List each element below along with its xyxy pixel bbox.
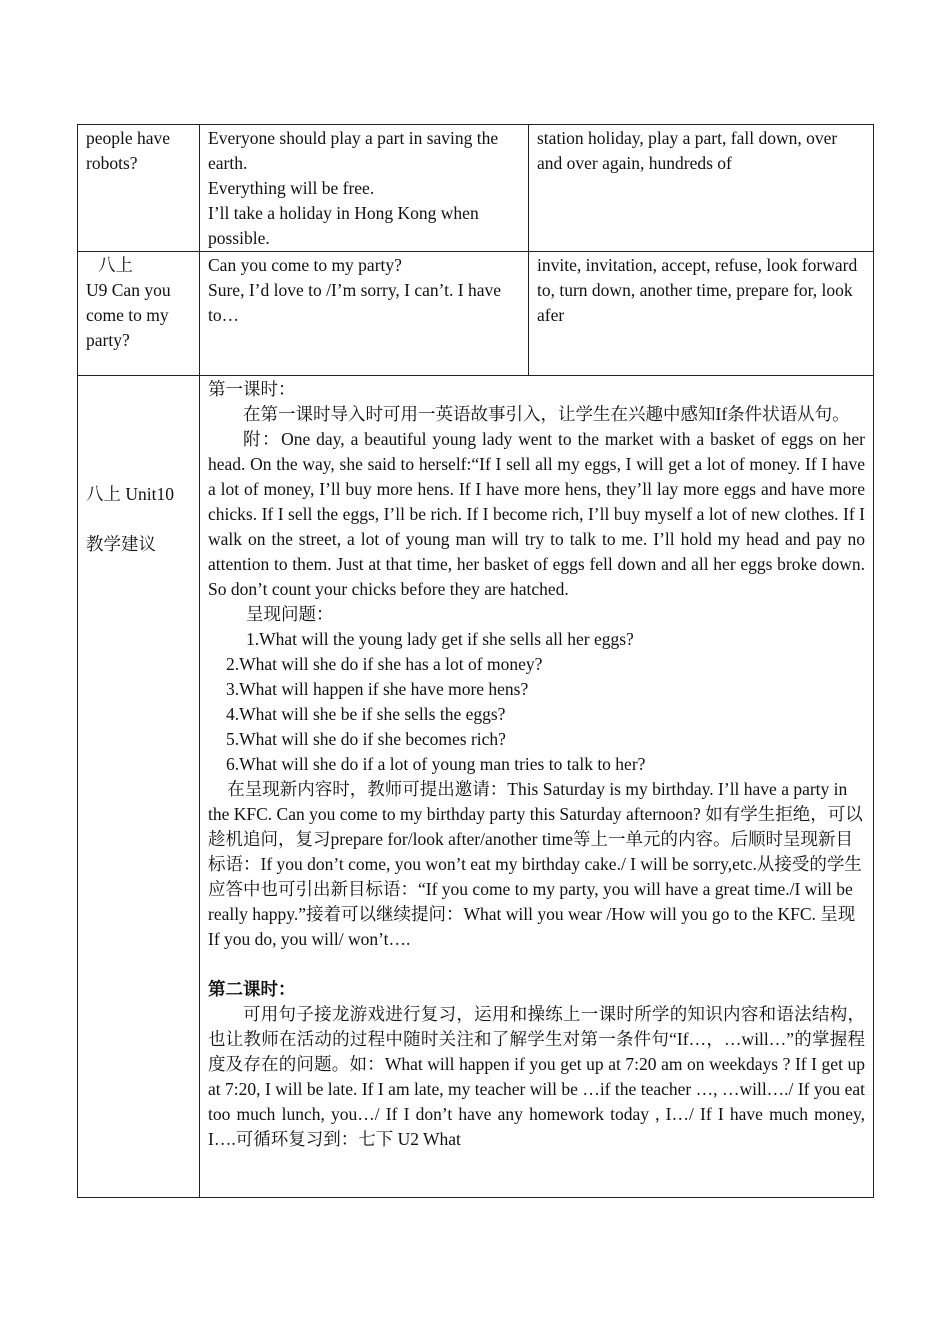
suggestion-label: 教学建议: [86, 534, 156, 554]
unit-label: 八上 Unit10: [86, 484, 174, 504]
table-row: [78, 376, 874, 1198]
sentence: Can you come to my party?: [208, 255, 402, 275]
question-item: 2.What will she do if she has a lot of money?: [226, 654, 543, 674]
lesson-plan-table: [77, 124, 874, 1198]
phrases-cell: [529, 252, 874, 376]
guide-label-cell: [78, 376, 200, 1198]
unit-line: robots?: [86, 153, 138, 173]
sentence: I’ll take a holiday in Hong Kong when possible.: [208, 203, 479, 248]
question-item: 1.What will the young lady get if she sells all her eggs?: [246, 629, 634, 649]
unit-cell: [78, 125, 200, 252]
table-row: [78, 125, 874, 252]
phrases: station holiday, play a part, fall down, over and over again, hundreds of: [537, 128, 838, 173]
unit-title: U9 Can you come to my party?: [86, 280, 171, 350]
table-row: [78, 252, 874, 376]
spacer: [208, 952, 865, 977]
question-item: 4.What will she be if she sells the eggs?: [226, 704, 506, 724]
question-item: 6.What will she do if a lot of young man tries to talk to her?: [226, 754, 646, 774]
question-item: 3.What will happen if she have more hens?: [226, 679, 529, 699]
questions-title: 呈现问题：: [246, 604, 334, 624]
question-item: 5.What will she do if she becomes rich?: [226, 729, 506, 749]
unit-cell: [78, 252, 200, 376]
teaching-suggestion-cell: [200, 376, 874, 1198]
sentences-cell: [200, 252, 529, 376]
phrases: invite, invitation, accept, refuse, look forward to, turn down, another time, prepare for, look afer: [537, 255, 858, 325]
lesson2-title: 第二课时：: [208, 979, 296, 999]
unit-line: people have: [86, 128, 171, 148]
sentences-cell: [200, 125, 529, 252]
sentence: Sure, I’d love to /I’m sorry, I can’t. I have to…: [208, 280, 502, 325]
lesson2-paragraph: 可用句子接龙游戏进行复习，运用和操练上一课时所学的知识内容和语法结构，也让教师在活动的过程中随时关注和了解学生对第一条件句“If…，…will…”的掌握程度及存在的问题。如：What will happen if you get up at 7:20 am on weekdays ? If I get up at 7:20, I will be late. If I am late, my teacher will be …if the teacher …, …will…./ If you eat too much lunch, you…/ If I don’t have any homework today , I…/ If I have much money, I….可循环复习到：七下 U2 What: [208, 1004, 865, 1149]
grade-label: 八上: [98, 255, 133, 275]
presentation-paragraph: 在呈现新内容时，教师可提出邀请：This Saturday is my birthday. I’ll have a party in the KFC. Can you come to my birthday party this Saturday afternoon? 如有学生拒绝，可以趁机追问，复习prepare for/look after/another time等上一单元的内容。后顺时呈现新目标语：If you don’t come, you won’t eat my birthday cake./ I will be sorry,etc.从接受的学生应答中也可引出新目标语：“If you come to my party, you will have a great time./I will be really happy.”接着可以继续提问：What will you wear /How will you go to the KFC. 呈现If you do, you will/ won’t….: [208, 779, 863, 949]
lesson1-intro: 在第一课时导入时可用一英语故事引入，让学生在兴趣中感知If条件状语从句。: [243, 404, 850, 424]
sentence: Everything will be free.: [208, 178, 375, 198]
sentence: Everyone should play a part in saving the earth.: [208, 128, 499, 173]
phrases-cell: [529, 125, 874, 252]
story-paragraph: 附：One day, a beautiful young lady went to the market with a basket of eggs on her head. On the way, she said to herself:“If I sell all my eggs, I will get a lot of money. If I have a lot of money, I’ll buy more hens. If I have more hens, they’ll lay more eggs and have more chicks. If I sell the eggs, I’ll be rich. If I become rich, I’ll buy myself a lot of new clothes. If I walk on the street, a lot of young man will try to talk to me. I’ll hold my head and pay no attention to them. Just at that time, her basket of eggs fell down and all her eggs broke down. So don’t count your chicks before they are hatched.: [208, 429, 865, 599]
lesson1-title: 第一课时：: [208, 379, 296, 399]
